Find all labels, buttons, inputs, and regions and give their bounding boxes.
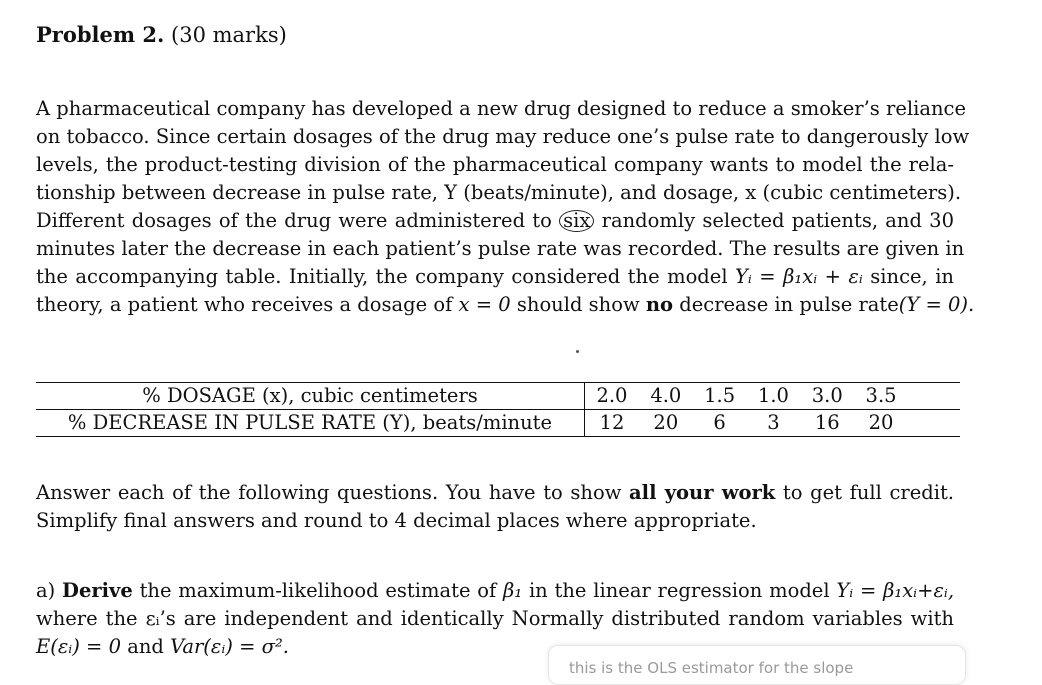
instructions <box>36 479 954 535</box>
table-cell: 12 <box>599 411 625 434</box>
statement-line <box>36 263 954 291</box>
line7-before: the accompanying table. Initially, the company considered the model <box>36 265 728 288</box>
table-filler <box>908 410 960 437</box>
y-zero: (Y = 0). <box>898 293 975 316</box>
table-cell: 16 <box>814 411 840 434</box>
statement-line: levels, the product-testing division of the pharmaceutical company wants to model the rela- <box>36 153 954 176</box>
line5-after: randomly selected patients, and 30 <box>601 209 954 232</box>
problem-heading <box>36 22 287 47</box>
statement-line: A pharmaceutical company has developed a new drug designed to reduce a smoker’s reliance <box>36 97 966 120</box>
part-a-text2: in the linear regression model <box>528 579 830 602</box>
line8-after: decrease in pulse rate <box>679 293 899 316</box>
x-zero: x = 0 <box>458 293 511 316</box>
data-table <box>36 382 960 437</box>
part-a-line <box>36 577 954 605</box>
table-filler <box>908 383 960 410</box>
part-a-text: the maximum-likelihood estimate of <box>139 579 497 602</box>
part-a-line: where the εᵢ’s are independent and identically Normally distributed random variables with <box>36 607 954 630</box>
row-label: % DECREASE IN PULSE RATE (Y), beats/minute <box>36 410 585 437</box>
problem-marks: (30 marks) <box>171 23 287 47</box>
table-row <box>36 410 960 437</box>
statement-line <box>36 291 975 319</box>
comment-note[interactable]: this is the OLS estimator for the slope <box>548 645 966 685</box>
instruction-line: Simplify final answers and round to 4 decimal places where appropriate. <box>36 509 757 532</box>
table-cell: 3.0 <box>800 383 854 410</box>
table-cell: 1.5 <box>693 383 747 410</box>
statement-line <box>36 207 954 235</box>
table-row <box>36 383 960 410</box>
table-cell: 1.0 <box>747 383 801 410</box>
expectation: E(εᵢ) = 0 <box>36 635 121 658</box>
variance: Var(εᵢ) = σ². <box>170 635 289 658</box>
beta-symbol: β₁ <box>503 579 523 602</box>
part-a-verb: Derive <box>62 579 133 602</box>
table-cell: 2.0 <box>585 383 639 410</box>
part-a-label: a) <box>36 579 56 602</box>
bold-no: no <box>645 293 674 316</box>
instruction-line <box>36 479 954 507</box>
table-cell: 3.5 <box>854 383 908 410</box>
row-label: % DOSAGE (x), cubic centimeters <box>36 383 585 410</box>
line8-middle: should show <box>516 293 640 316</box>
table-cell: 6 <box>713 411 726 434</box>
instr-after: to get full credit. <box>782 481 955 504</box>
line5-before: Different dosages of the drug were administered to <box>36 209 552 232</box>
table-cell: 4.0 <box>639 383 693 410</box>
statement-line: on tobacco. Since certain dosages of the drug may reduce one’s pulse rate to dangerously low <box>36 125 970 148</box>
line8-before: theory, a patient who receives a dosage of <box>36 293 453 316</box>
part-a-model: Yᵢ = β₁xᵢ+εᵢ, <box>836 579 955 602</box>
problem-statement <box>36 95 975 319</box>
statement-line: minutes later the decrease in each patient’s pulse rate was recorded. The results are given in <box>36 237 965 260</box>
stray-dot <box>576 350 579 353</box>
instr-bold: all your work <box>629 481 776 504</box>
table-cell: 3 <box>767 411 780 434</box>
instr-before: Answer each of the following questions. You have to show <box>36 481 622 504</box>
table-cell: 20 <box>653 411 679 434</box>
model-equation: Yᵢ = β₁xᵢ + εᵢ <box>735 265 863 288</box>
table-cell: 20 <box>868 411 894 434</box>
and-word: and <box>127 635 164 658</box>
circled-annotation: six <box>559 210 594 232</box>
problem-title: Problem 2. <box>36 22 165 47</box>
statement-line: tionship between decrease in pulse rate, Y (beats/minute), and dosage, x (cubic centimeters). <box>36 181 962 204</box>
line7-after: since, in <box>870 265 954 288</box>
